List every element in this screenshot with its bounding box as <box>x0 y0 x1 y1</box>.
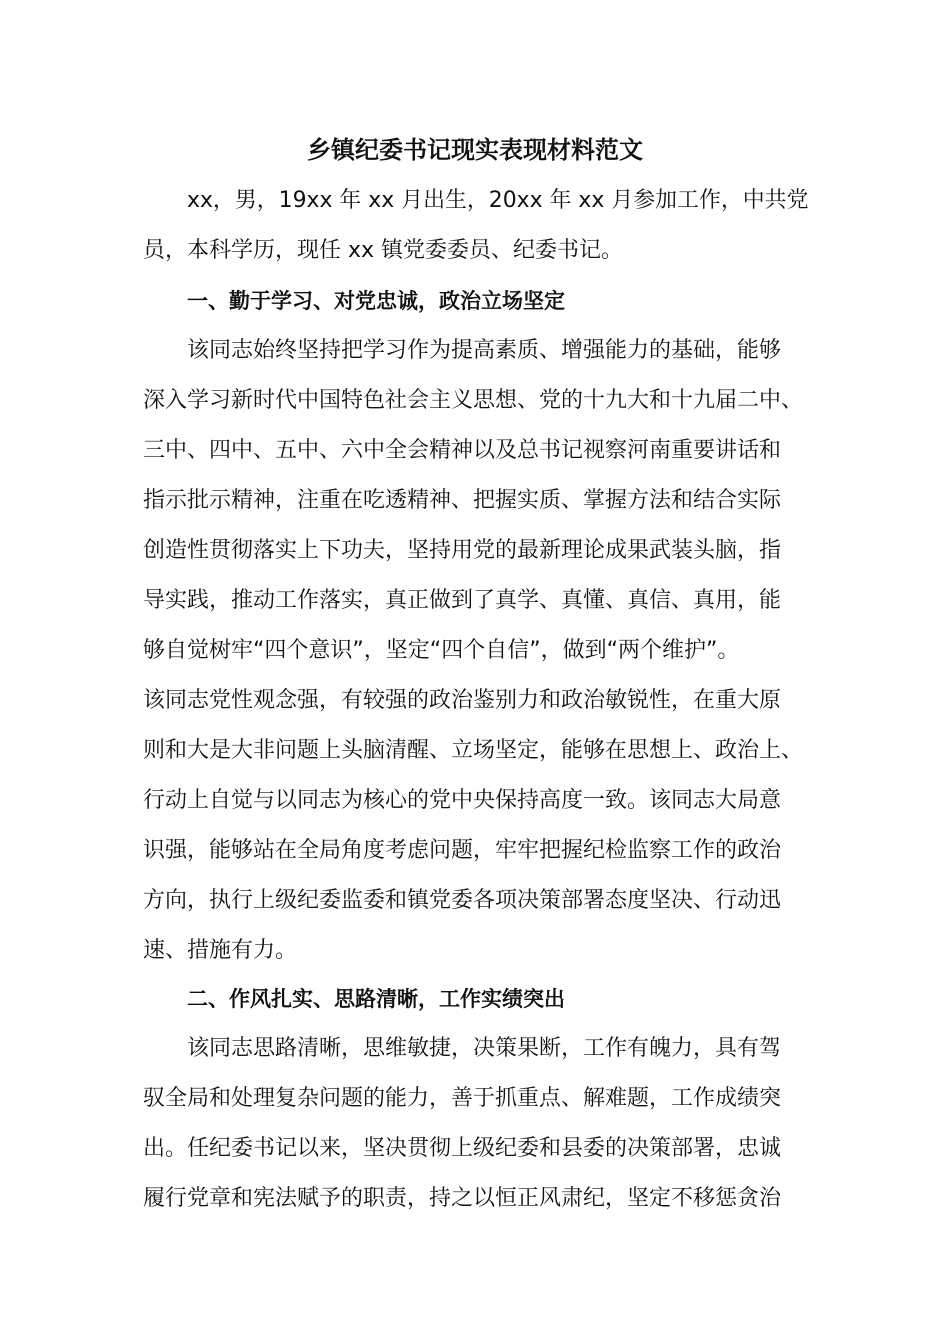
paragraph-line: 速、措施有力。 <box>143 938 298 963</box>
intro-line: xx，男，19xx 年 xx 月出生，20xx 年 xx 月参加工作，中共党 <box>187 188 809 213</box>
paragraph-line: 创造性贯彻落实上下功夫，坚持用党的最新理论成果武装头脑，指 <box>143 538 782 563</box>
paragraph-line: 三中、四中、五中、六中全会精神以及总书记视察河南重要讲话和 <box>143 438 782 463</box>
paragraph-line: 该同志党性观念强，有较强的政治鉴别力和政治敏锐性，在重大原 <box>143 688 782 713</box>
paragraph-line: 履行党章和宪法赋予的职责，持之以恒正风肃纪，坚定不移惩贪治 <box>143 1186 782 1211</box>
intro-line: 员，本科学历，现任 xx 镇党委委员、纪委书记。 <box>143 238 624 263</box>
paragraph-line: 该同志思路清晰，思维敏捷，决策果断，工作有魄力，具有驾 <box>187 1036 782 1061</box>
paragraph-line: 行动上自觉与以同志为核心的党中央保持高度一致。该同志大局意 <box>143 788 782 813</box>
paragraph-line: 该同志始终坚持把学习作为提高素质、增强能力的基础，能够 <box>187 338 782 363</box>
section-1-paragraph <box>143 326 809 976</box>
paragraph-line: 出。任纪委书记以来，坚决贯彻上级纪委和县委的决策部署，忠诚 <box>143 1136 782 1161</box>
paragraph-line: 够自觉树牢“四个意识”，坚定“四个自信”，做到“两个维护”。 <box>143 638 740 663</box>
section-2-paragraph <box>143 1024 809 1224</box>
paragraph-line: 指示批示精神，注重在吃透精神、把握实质、掌握方法和结合实际 <box>143 488 782 513</box>
paragraph-line: 导实践，推动工作落实，真正做到了真学、真懂、真信、真用，能 <box>143 588 782 613</box>
document-title: 乡镇纪委书记现实表现材料范文 <box>307 136 643 164</box>
section-1-heading: 一、勤于学习、对党忠诚，政治立场坚定 <box>187 289 565 313</box>
intro-paragraph <box>143 176 809 276</box>
paragraph-line: 识强，能够站在全局角度考虑问题，牢牢把握纪检监察工作的政治 <box>143 838 782 863</box>
paragraph-line: 则和大是大非问题上头脑清醒、立场坚定，能够在思想上、政治上、 <box>143 738 804 763</box>
section-2-heading: 二、作风扎实、思路清晰，工作实绩突出 <box>187 987 565 1011</box>
paragraph-line: 深入学习新时代中国特色社会主义思想、党的十九大和十九届二中、 <box>143 388 804 413</box>
paragraph-line: 方向，执行上级纪委监委和镇党委各项决策部署态度坚决、行动迅 <box>143 888 782 913</box>
paragraph-line: 驭全局和处理复杂问题的能力，善于抓重点、解难题，工作成绩突 <box>143 1086 782 1111</box>
